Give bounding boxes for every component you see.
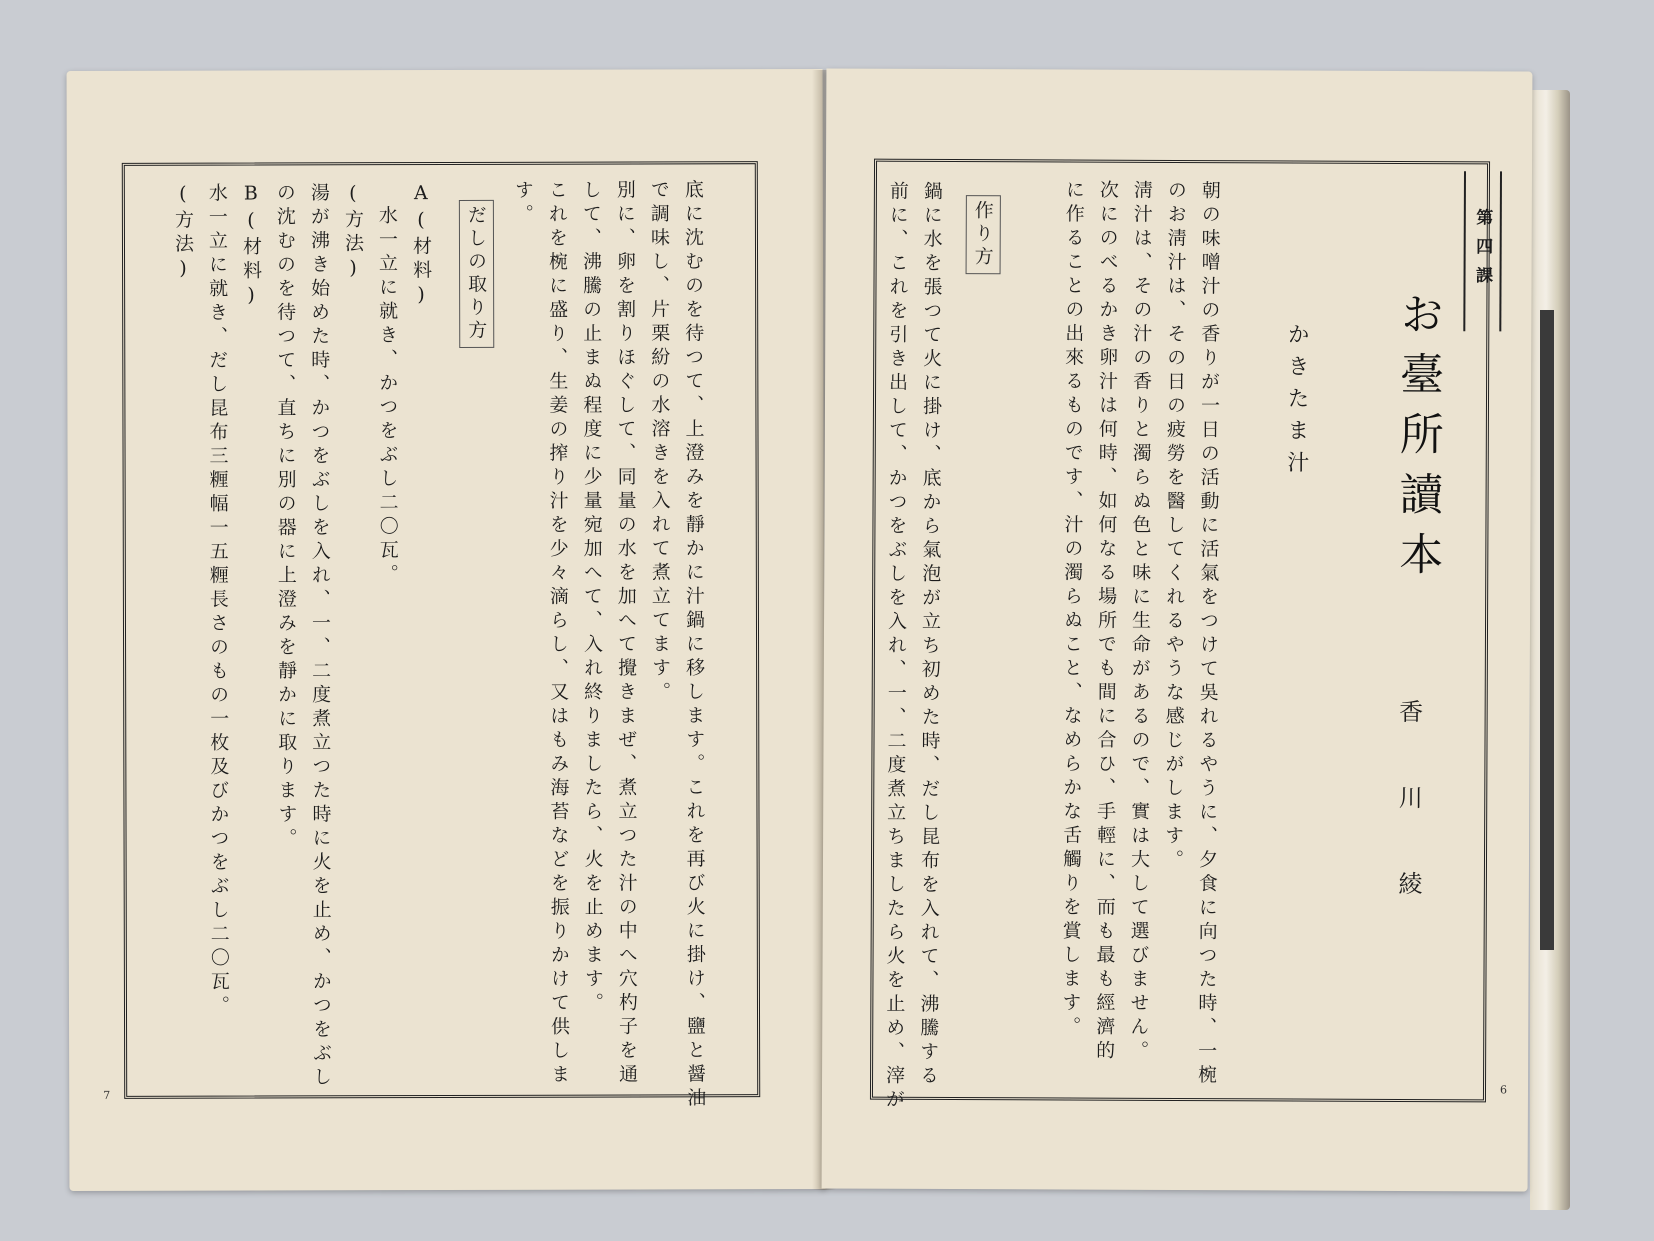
body-column: 湯が沸き始めた時、かつをぶしを入れ、一、二度煮立つた時に火を止め、かつをぶし [307, 182, 333, 1091]
body-column: B(材料) [239, 182, 263, 312]
method-heading: 作り方 [966, 195, 1001, 274]
author-name: 香川綾 [1393, 698, 1423, 958]
body-column: の沈むのを待つて、直ちに別の器に上澄みを靜かに取ります。 [273, 182, 298, 852]
body-column: す。 [511, 179, 534, 228]
body-column: 底に沈むのを待つて、上澄みを靜かに汁鍋に移します。これを再び火に掛け、鹽と醤油 [681, 179, 707, 1112]
lesson-label: 第四課 [1463, 171, 1502, 331]
body-column: 水一立に就き、かつをぶし二〇瓦。 [375, 205, 399, 588]
page-number: 6 [1499, 1083, 1508, 1097]
intro-column: 次にのべるかき卵汁は何時、如何なる場所でも間に合ひ、手輕に、而も最も經濟的 [1093, 179, 1119, 1065]
method-column: 鍋に水を張つて火に掛け、底から氣泡が立ち初めた時、だし昆布を入れて、沸騰する [916, 180, 943, 1090]
body-column: (方法) [341, 182, 365, 284]
intro-column: 淸汁は、その汁の香りと濁らぬ色と味に生命があるので、實は大して選びません。 [1127, 179, 1153, 1065]
page-number: 7 [103, 1088, 111, 1102]
left-page [67, 69, 826, 1191]
body-column: A(材料) [409, 182, 433, 311]
section-heading: だしの取り方 [459, 200, 494, 348]
body-column: して、沸騰の止まぬ程度に少量宛加へて、入れ終りましたら、火を止めます。 [579, 179, 605, 1017]
body-column: これを椀に盛り、生姜の搾り汁を少々滴らし、又はもみ海苔などを振りかけて供しま [545, 179, 571, 1088]
body-column: (方法) [171, 182, 195, 285]
recipe-title: かきたま汁 [1283, 322, 1310, 483]
intro-column: のお淸汁は、その日の疲勞を醫してくれるやうな感じがします。 [1161, 179, 1187, 874]
body-column: 別に、卵を割りほぐして、同量の水を加へて攪きまぜ、煮立つた汁の中へ穴杓子を通 [613, 179, 639, 1088]
cover-strip [1540, 310, 1554, 950]
body-column: で調味し、片栗紛の水溶きを入れて煮立てます。 [647, 179, 672, 706]
method-column: 前に、これを引き出して、かつをぶしを入れ、一、二度煮立ちましたら火を止め、滓が [882, 180, 909, 1113]
body-column: 水一立に就き、だし昆布三糎幅一五糎長さのもの一枚及びかつをぶし二〇瓦。 [205, 182, 231, 1020]
intro-column: に作ることの出來るものです、汁の濁らぬこと、なめらかな舌觸りを賞します。 [1059, 179, 1085, 1040]
open-book [68, 70, 1580, 1200]
right-page [822, 68, 1533, 1191]
intro-column: 朝の味噌汁の香りが一日の活動に活氣をつけて吳れるやうに、夕食に向つた時、一椀 [1195, 180, 1221, 1089]
page-title: お臺所讀本 [1391, 290, 1444, 592]
